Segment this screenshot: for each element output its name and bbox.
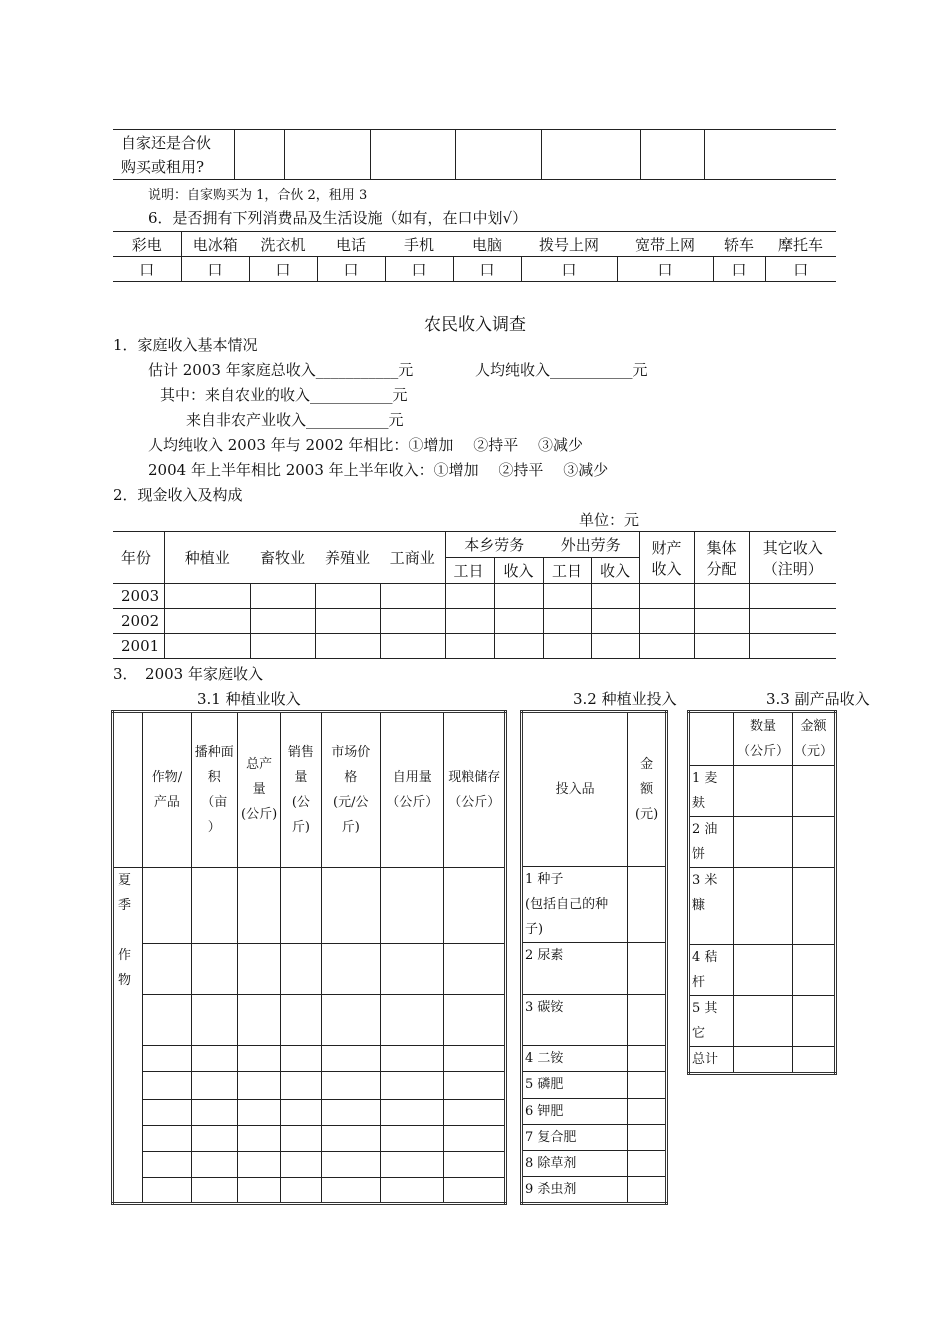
- goods-checkbox[interactable]: 口: [713, 257, 765, 282]
- planting-cell[interactable]: [381, 867, 444, 943]
- planting-cell[interactable]: [237, 1125, 280, 1151]
- byproduct-bran: 1 麦 麸: [689, 766, 734, 817]
- planting-cell[interactable]: [143, 1151, 191, 1177]
- goods-checkbox-row: [113, 257, 836, 282]
- planting-cell[interactable]: [237, 1099, 280, 1125]
- input-amount-cell[interactable]: [628, 943, 667, 994]
- ownership-cell[interactable]: [284, 130, 370, 180]
- planting-cell[interactable]: [143, 995, 191, 1046]
- byproduct-total-row: [689, 1046, 836, 1073]
- cash-row-2001: [113, 634, 836, 659]
- planting-row: [113, 1072, 506, 1099]
- goods-checkbox[interactable]: 口: [765, 257, 836, 282]
- input-amount-cell[interactable]: [628, 1150, 667, 1176]
- goods-label: 轿车: [723, 235, 754, 254]
- cash-cell[interactable]: [445, 584, 494, 609]
- input-header-row: [522, 712, 667, 867]
- cash-cell[interactable]: [494, 634, 543, 659]
- planting-header-row: [113, 712, 506, 868]
- byproduct-other: 5 其 它: [689, 995, 734, 1046]
- planting-row: [113, 943, 506, 994]
- input-row: [522, 1045, 667, 1071]
- sub-planting-input: 3.2 种植业投入: [573, 690, 677, 708]
- goods-label: 电脑: [471, 235, 502, 254]
- planting-cell[interactable]: [191, 1177, 237, 1203]
- cash-cell[interactable]: [250, 634, 315, 659]
- goods-checkbox[interactable]: 口: [113, 257, 181, 282]
- cash-cell[interactable]: [694, 609, 749, 634]
- planting-cell[interactable]: [143, 1072, 191, 1099]
- byproduct-cell[interactable]: [793, 944, 836, 995]
- cash-cell[interactable]: [543, 584, 591, 609]
- planting-cell[interactable]: [321, 1046, 380, 1072]
- col-property: 财产 收入: [639, 532, 694, 584]
- goods-checkbox[interactable]: 口: [385, 257, 453, 282]
- input-row: [522, 1071, 667, 1098]
- planting-cell[interactable]: [381, 1046, 444, 1072]
- planting-row: [113, 867, 506, 943]
- income-compare-2003: 人均纯收入 2003 年与 2002 年相比：①增加 ②持平 ③减少: [148, 436, 583, 454]
- byproduct-row: [689, 868, 836, 944]
- planting-cell[interactable]: [281, 1099, 321, 1125]
- planting-cell[interactable]: [321, 867, 380, 943]
- cash-cell[interactable]: [315, 584, 380, 609]
- cash-cell[interactable]: [591, 584, 639, 609]
- byproduct-straw: 4 秸 杆: [689, 944, 734, 995]
- col-planting: 种植业: [184, 549, 230, 567]
- input-amount-cell[interactable]: [628, 1045, 667, 1071]
- cash-cell[interactable]: [694, 634, 749, 659]
- input-amount-cell[interactable]: [628, 1071, 667, 1098]
- corner-cell: [113, 712, 143, 868]
- ownership-cell[interactable]: [234, 130, 284, 180]
- col-total-output: 总产 量 (公斤): [237, 712, 280, 868]
- planting-cell[interactable]: [191, 995, 237, 1046]
- ownership-cell[interactable]: [640, 130, 704, 180]
- planting-income-table: [111, 710, 507, 1205]
- input-row: [522, 1124, 667, 1150]
- planting-cell[interactable]: [381, 1099, 444, 1125]
- agri-income-line: 其中：来自农业的收入___________元: [160, 386, 408, 404]
- col-area: 播种面 积 （亩 ）: [191, 712, 237, 868]
- section1-heading: 1．家庭收入基本情况: [113, 336, 258, 354]
- goods-label: 彩电: [113, 232, 181, 257]
- planting-cell[interactable]: [143, 1046, 191, 1072]
- input-item-ammonium-bicarbonate: 3 碳铵: [522, 994, 628, 1045]
- planting-cell[interactable]: [321, 1151, 380, 1177]
- byproduct-row: [689, 944, 836, 995]
- cash-cell[interactable]: [591, 634, 639, 659]
- input-item-seed: 1 种子 (包括自己的种 子): [522, 867, 628, 943]
- input-item-urea: 2 尿素: [522, 943, 628, 994]
- survey-title: 农民收入调查: [424, 315, 526, 335]
- byproduct-oilcake: 2 油 饼: [689, 817, 734, 868]
- planting-cell[interactable]: [281, 1151, 321, 1177]
- planting-cell[interactable]: [237, 867, 280, 943]
- planting-cell[interactable]: [191, 867, 237, 943]
- byproduct-cell[interactable]: [793, 1046, 836, 1073]
- cash-cell[interactable]: [164, 634, 250, 659]
- input-row: [522, 867, 667, 943]
- cash-cell[interactable]: [694, 584, 749, 609]
- cash-cell[interactable]: [749, 584, 836, 609]
- col-outside-labor: 外出劳务: [543, 532, 639, 558]
- byproduct-total: 总计: [689, 1046, 734, 1073]
- consumer-goods-table: [113, 231, 836, 282]
- planting-cell[interactable]: [191, 1125, 237, 1151]
- ownership-note: 说明：自家购买为 1，合伙 2，租用 3: [148, 188, 368, 203]
- nonagri-income-line: 来自非农产业收入___________元: [186, 411, 404, 429]
- cash-cell[interactable]: [380, 609, 445, 634]
- planting-cell[interactable]: [381, 1072, 444, 1099]
- planting-cell[interactable]: [143, 1099, 191, 1125]
- sub-byproduct-income: 3.3 副产品收入: [766, 690, 870, 708]
- cash-cell[interactable]: [639, 634, 694, 659]
- planting-cell[interactable]: [281, 867, 321, 943]
- planting-cell[interactable]: [444, 1151, 506, 1177]
- input-amount-cell[interactable]: [628, 1124, 667, 1150]
- q6-title: 6．是否拥有下列消费品及生活设施（如有，在口中划√）: [148, 209, 528, 227]
- planting-cell[interactable]: [281, 1046, 321, 1072]
- input-item-phosphate: 5 磷肥: [522, 1071, 628, 1098]
- goods-label: 摩托车: [777, 235, 823, 254]
- cash-cell[interactable]: [543, 634, 591, 659]
- planting-cell[interactable]: [381, 1151, 444, 1177]
- input-amount-cell[interactable]: [628, 1098, 667, 1124]
- planting-row: [113, 1125, 506, 1151]
- planting-cell[interactable]: [321, 995, 380, 1046]
- planting-cell[interactable]: [381, 995, 444, 1046]
- corner-cell: [689, 712, 734, 766]
- planting-cell[interactable]: [321, 1072, 380, 1099]
- planting-cell[interactable]: [444, 1177, 506, 1203]
- col-crop: 作物/ 产品: [143, 712, 191, 868]
- planting-cell[interactable]: [381, 1177, 444, 1203]
- planting-row: [113, 1151, 506, 1177]
- cash-header-row-1: [113, 532, 836, 558]
- planting-cell[interactable]: [444, 943, 506, 994]
- input-item-herbicide: 8 除草剂: [522, 1150, 628, 1176]
- col-quantity: 数量 （公斤）: [733, 712, 792, 766]
- input-amount-cell[interactable]: [628, 867, 667, 943]
- planting-cell[interactable]: [191, 1099, 237, 1125]
- income-compare-2004: 2004 年上半年相比 2003 年上半年收入：①增加 ②持平 ③减少: [148, 461, 609, 479]
- planting-cell[interactable]: [281, 943, 321, 994]
- cash-cell[interactable]: [164, 609, 250, 634]
- planting-cell[interactable]: [321, 1125, 380, 1151]
- ownership-cell[interactable]: [541, 130, 640, 180]
- sub-planting-income: 3.1 种植业收入: [197, 690, 301, 708]
- col-commerce: 工商业: [380, 532, 445, 584]
- total-income-line: 估计 2003 年家庭总收入___________元: [148, 361, 414, 379]
- col-self-use: 自用量 （公斤）: [381, 712, 444, 868]
- goods-checkbox[interactable]: 口: [181, 257, 249, 282]
- input-amount-cell[interactable]: [628, 994, 667, 1045]
- col-market-price: 市场价 格 (元/公 斤): [321, 712, 380, 868]
- input-row: [522, 1176, 667, 1203]
- cash-cell[interactable]: [639, 584, 694, 609]
- cash-cell[interactable]: [591, 609, 639, 634]
- cash-cell[interactable]: [749, 634, 836, 659]
- planting-cell[interactable]: [237, 1177, 280, 1203]
- input-row: [522, 1150, 667, 1176]
- cash-cell[interactable]: [543, 609, 591, 634]
- planting-input-table: [520, 710, 668, 1205]
- byproduct-cell[interactable]: [733, 944, 792, 995]
- goods-label: 手机: [403, 235, 434, 254]
- input-row: [522, 1098, 667, 1124]
- col-livestock: 畜牧业: [259, 549, 305, 567]
- planting-cell[interactable]: [281, 995, 321, 1046]
- input-item-dap: 4 二铵: [522, 1045, 628, 1071]
- planting-cell[interactable]: [281, 1072, 321, 1099]
- planting-cell[interactable]: [444, 995, 506, 1046]
- planting-cell[interactable]: [281, 1177, 321, 1203]
- planting-row: [113, 1177, 506, 1203]
- planting-cell[interactable]: [321, 943, 380, 994]
- season-label: 夏 季 作 物: [113, 867, 143, 1203]
- input-item-compound: 7 复合肥: [522, 1124, 628, 1150]
- col-breeding: 养殖业: [324, 549, 370, 567]
- planting-cell[interactable]: [444, 1072, 506, 1099]
- col-other: 其它收入 （注明）: [749, 532, 836, 584]
- year-cell: 2003: [113, 584, 164, 609]
- planting-cell[interactable]: [237, 1072, 280, 1099]
- planting-cell[interactable]: [444, 1099, 506, 1125]
- planting-cell[interactable]: [143, 943, 191, 994]
- goods-name-row: [113, 232, 836, 257]
- planting-cell[interactable]: [444, 867, 506, 943]
- planting-cell[interactable]: [281, 1125, 321, 1151]
- byproduct-cell[interactable]: [733, 1046, 792, 1073]
- planting-row: [113, 995, 506, 1046]
- col-sales: 销售 量 (公 斤): [281, 712, 321, 868]
- cash-cell[interactable]: [315, 634, 380, 659]
- col-collective: 集体 分配: [694, 532, 749, 584]
- ownership-cell[interactable]: [370, 130, 455, 180]
- planting-cell[interactable]: [143, 1125, 191, 1151]
- byproduct-cell[interactable]: [733, 868, 792, 944]
- col-input-amount: 金 额 (元): [628, 712, 667, 867]
- cash-cell[interactable]: [639, 609, 694, 634]
- byproduct-cell[interactable]: [793, 817, 836, 868]
- planting-cell[interactable]: [381, 943, 444, 994]
- planting-cell[interactable]: [143, 867, 191, 943]
- byproduct-ricebran: 3 米 糠: [689, 868, 734, 944]
- byproduct-row: [689, 817, 836, 868]
- goods-checkbox[interactable]: 口: [249, 257, 317, 282]
- input-row: [522, 943, 667, 994]
- col-input-item: 投入品: [522, 712, 628, 867]
- ownership-row: [113, 130, 836, 180]
- cash-cell[interactable]: [380, 584, 445, 609]
- cash-cell[interactable]: [445, 609, 494, 634]
- cash-cell[interactable]: [749, 609, 836, 634]
- input-row: [522, 994, 667, 1045]
- goods-label: 宽带上网: [634, 235, 695, 254]
- byproduct-income-table: [687, 710, 837, 1075]
- planting-cell[interactable]: [237, 943, 280, 994]
- planting-cell[interactable]: [237, 995, 280, 1046]
- planting-cell[interactable]: [237, 1046, 280, 1072]
- goods-checkbox[interactable]: 口: [617, 257, 713, 282]
- byproduct-cell[interactable]: [733, 766, 792, 817]
- planting-cell[interactable]: [143, 1177, 191, 1203]
- planting-row: [113, 1099, 506, 1125]
- goods-label: 电话: [335, 235, 366, 254]
- planting-cell[interactable]: [444, 1125, 506, 1151]
- col-storage: 现粮储存 （公斤）: [444, 712, 506, 868]
- planting-cell[interactable]: [191, 1151, 237, 1177]
- byproduct-header-row: [689, 712, 836, 766]
- cash-cell[interactable]: [250, 584, 315, 609]
- ownership-label: 自家还是合伙 购买或租用?: [113, 130, 234, 180]
- input-item-insecticide: 9 杀虫剂: [522, 1176, 628, 1203]
- planting-cell[interactable]: [191, 1046, 237, 1072]
- ownership-cell[interactable]: [704, 130, 836, 180]
- planting-cell[interactable]: [191, 1072, 237, 1099]
- planting-cell[interactable]: [444, 1046, 506, 1072]
- cash-income-table: [113, 531, 836, 659]
- goods-label: 电冰箱: [192, 235, 238, 254]
- col-year: 年份: [113, 532, 164, 584]
- cash-cell[interactable]: [250, 609, 315, 634]
- cash-cell[interactable]: [494, 584, 543, 609]
- cash-cell[interactable]: [380, 634, 445, 659]
- byproduct-cell[interactable]: [793, 868, 836, 944]
- per-capita-income-line: 人均纯收入___________元: [475, 361, 648, 379]
- goods-label: 拨号上网: [538, 235, 599, 254]
- col-outside-workday: 工日: [543, 558, 591, 584]
- equipment-ownership-table: [113, 129, 836, 180]
- col-local-labor: 本乡劳务: [445, 532, 543, 558]
- goods-checkbox[interactable]: 口: [521, 257, 617, 282]
- byproduct-cell[interactable]: [733, 817, 792, 868]
- year-cell: 2002: [113, 609, 164, 634]
- byproduct-row: [689, 766, 836, 817]
- goods-label: 洗衣机: [260, 235, 306, 254]
- section2-heading: 2．现金收入及构成: [113, 486, 243, 504]
- input-amount-cell[interactable]: [628, 1176, 667, 1203]
- goods-checkbox[interactable]: 口: [453, 257, 521, 282]
- planting-cell[interactable]: [381, 1125, 444, 1151]
- planting-cell[interactable]: [191, 943, 237, 994]
- section3-heading: 3． 2003 年家庭收入: [113, 665, 263, 683]
- planting-row: [113, 1046, 506, 1072]
- planting-cell[interactable]: [237, 1151, 280, 1177]
- year-cell: 2001: [113, 634, 164, 659]
- goods-checkbox[interactable]: 口: [317, 257, 385, 282]
- col-local-workday: 工日: [445, 558, 494, 584]
- planting-cell[interactable]: [321, 1099, 380, 1125]
- cash-cell[interactable]: [445, 634, 494, 659]
- col-amount: 金额 （元）: [793, 712, 836, 766]
- byproduct-cell[interactable]: [793, 766, 836, 817]
- byproduct-cell[interactable]: [733, 995, 792, 1046]
- col-outside-income: 收入: [591, 558, 639, 584]
- cash-cell[interactable]: [315, 609, 380, 634]
- unit-label: 单位：元: [579, 511, 640, 529]
- byproduct-row: [689, 995, 836, 1046]
- input-item-potash: 6 钾肥: [522, 1098, 628, 1124]
- ownership-cell[interactable]: [455, 130, 541, 180]
- planting-cell[interactable]: [321, 1177, 380, 1203]
- cash-row-2003: [113, 584, 836, 609]
- byproduct-cell[interactable]: [793, 995, 836, 1046]
- col-local-income: 收入: [494, 558, 543, 584]
- cash-row-2002: [113, 609, 836, 634]
- cash-cell[interactable]: [164, 584, 250, 609]
- cash-cell[interactable]: [494, 609, 543, 634]
